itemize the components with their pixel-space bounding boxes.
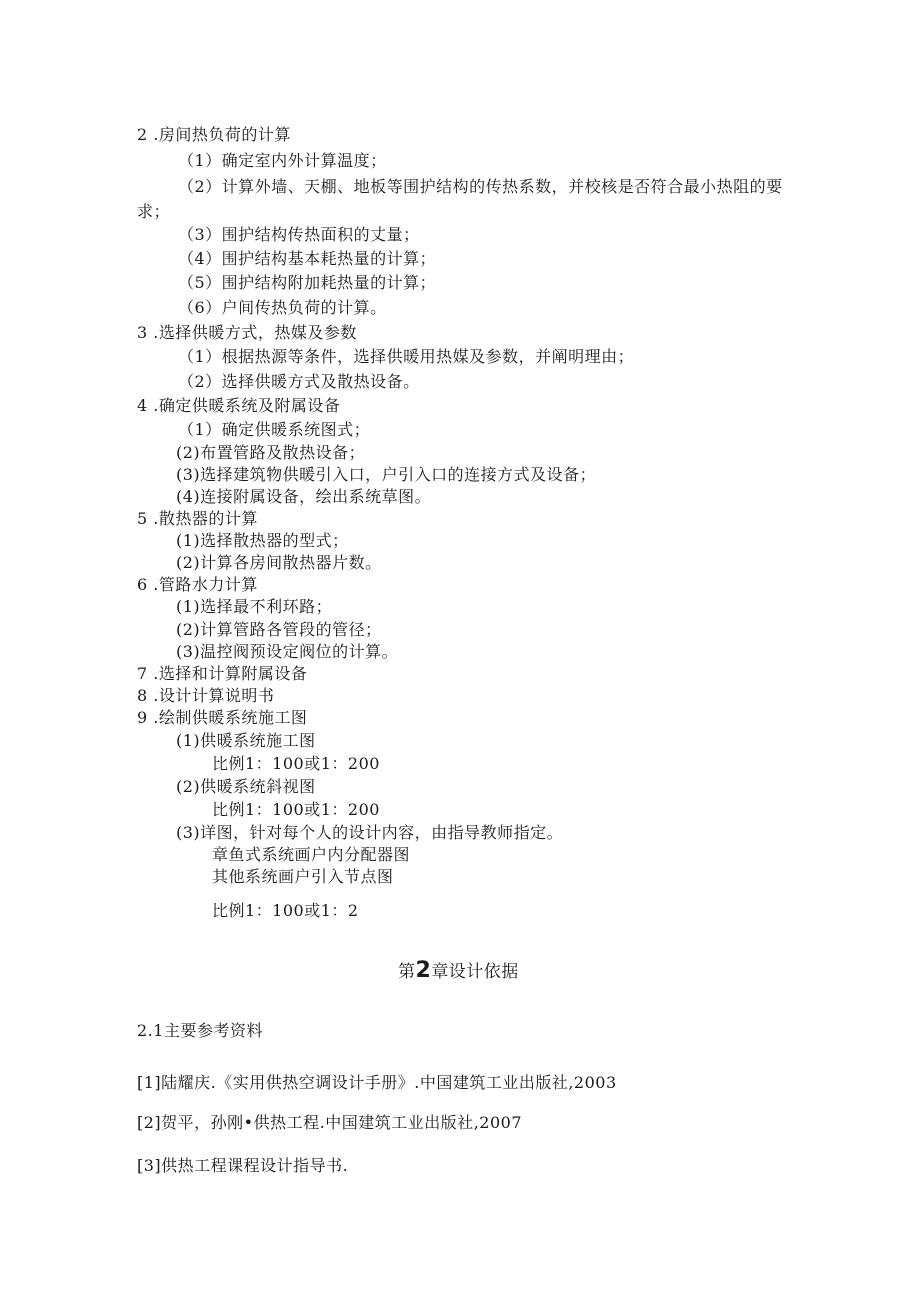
section-5-item-2: (2)计算各房间散热器片数。 — [176, 553, 382, 572]
section-2-item-3: （3）围护结构传热面积的丈量； — [178, 225, 420, 244]
section-2-item-2: （2）计算外墙、天棚、地板等围护结构的传热系数，并校核是否符合最小热阻的要 — [178, 177, 783, 196]
section-9-item-2-scale: 比例1：100或1：200 — [212, 800, 380, 819]
section-9-item-3-line-2: 其他系统画户引入节点图 — [212, 867, 394, 886]
chapter-2-heading — [398, 960, 519, 983]
section-9-heading: 9 .绘制供暖系统施工图 — [137, 708, 308, 727]
section-3-item-1: （1）根据热源等条件，选择供暖用热媒及参数，并阐明理由； — [178, 347, 635, 366]
section-3-item-2: （2）选择供暖方式及散热设备。 — [178, 372, 420, 391]
section-6-item-3: (3)温控阀预设定阀位的计算。 — [176, 642, 399, 661]
section-2-item-1: （1）确定室内外计算温度； — [178, 151, 387, 170]
section-7-heading: 7 .选择和计算附属设备 — [137, 664, 308, 683]
section-2-heading: 2 .房间热负荷的计算 — [137, 125, 291, 144]
section-2-item-6: （6）户间传热负荷的计算。 — [178, 298, 387, 317]
section-5-heading: 5 .散热器的计算 — [137, 509, 258, 528]
section-8-heading: 8 .设计计算说明书 — [137, 686, 275, 705]
section-2-item-4: （4）围护结构基本耗热量的计算； — [178, 249, 437, 268]
section-4-item-4: (4)连接附属设备，绘出系统草图。 — [176, 487, 432, 506]
section-6-item-2: (2)计算管路各管段的管径； — [176, 620, 382, 639]
reference-item-3: [3]供热工程课程设计指导书. — [137, 1156, 349, 1175]
section-4-item-2: (2)布置管路及散热设备； — [176, 443, 366, 462]
section-9-item-3: (3)详图，针对每个人的设计内容，由指导教师指定。 — [176, 823, 564, 842]
references-heading: 2.1主要参考资料 — [137, 1021, 263, 1040]
section-5-item-1: (1)选择散热器的型式； — [176, 531, 349, 550]
section-6-item-1: (1)选择最不利环路； — [176, 597, 333, 616]
section-9-item-1-scale: 比例1：100或1：200 — [212, 754, 380, 773]
section-9-item-3-scale: 比例1：100或1：2 — [212, 901, 359, 920]
chapter-number: 2 — [415, 958, 432, 983]
reference-item-1: [1]陆耀庆.《实用供热空调设计手册》.中国建筑工业出版社,2003 — [137, 1073, 617, 1092]
section-4-item-1: （1）确定供暖系统图式； — [178, 420, 371, 439]
chapter-title: 章设计依据 — [431, 962, 519, 982]
section-2-item-5: （5）围护结构附加耗热量的计算； — [178, 273, 437, 292]
section-9-item-2: (2)供暖系统斜视图 — [176, 777, 316, 796]
section-6-heading: 6 .管路水力计算 — [137, 575, 258, 594]
chapter-prefix: 第 — [398, 962, 416, 982]
section-9-item-1: (1)供暖系统施工图 — [176, 731, 316, 750]
section-3-heading: 3 .选择供暖方式，热媒及参数 — [137, 323, 357, 342]
section-2-item-2-cont: 求； — [137, 202, 171, 221]
section-4-heading: 4 .确定供暖系统及附属设备 — [137, 396, 341, 415]
reference-item-2: [2]贺平，孙刚•供热工程.中国建筑工业出版社,2007 — [137, 1113, 522, 1132]
section-4-item-3: (3)选择建筑物供暖引入口，户引入口的连接方式及设备； — [176, 465, 597, 484]
section-9-item-3-line-1: 章鱼式系统画户内分配器图 — [212, 845, 411, 864]
